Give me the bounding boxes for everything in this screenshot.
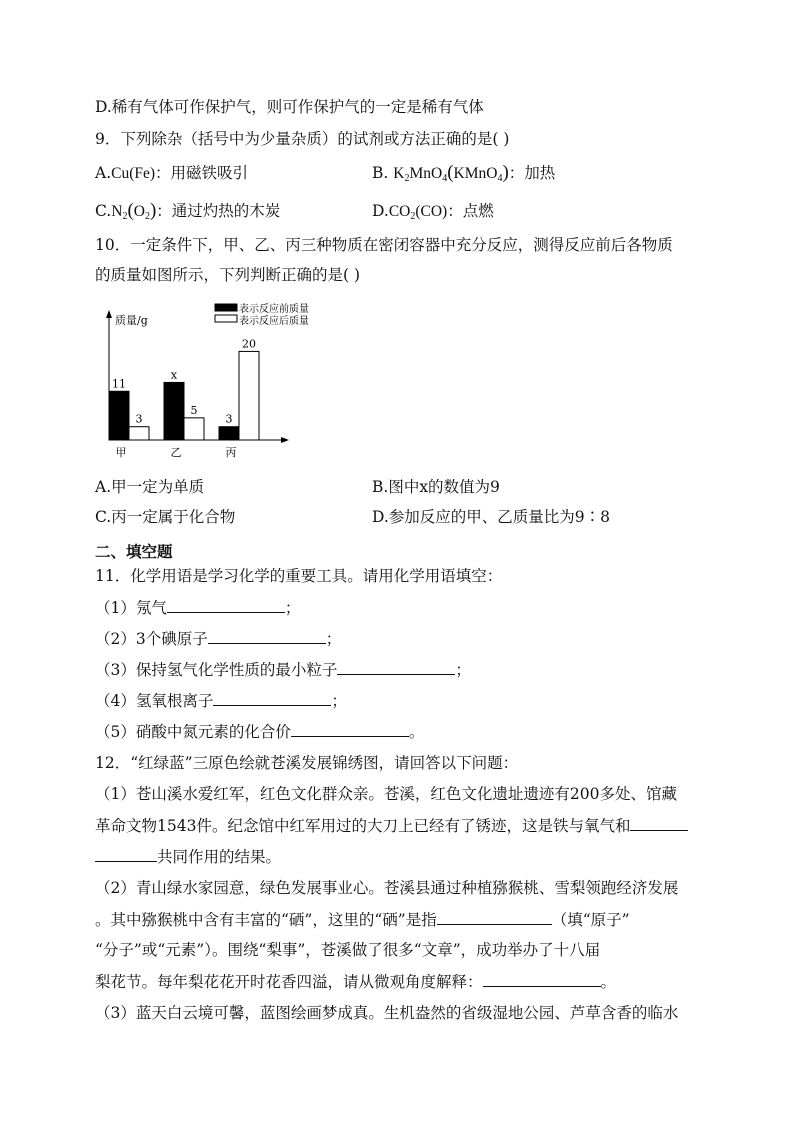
q9-c-text: ：通过灼热的木炭 <box>156 202 281 220</box>
q11-item-2-text: （2）3个碘原子 <box>95 630 208 648</box>
q11-item-3-text: （3）保持氢气化学性质的最小粒子 <box>95 661 338 679</box>
q9-d-label: D. <box>372 202 389 220</box>
q9-b-formula: $K_2MnO_4(KMnO_4)$ <box>393 162 509 184</box>
y-axis-label: 质量/g <box>115 314 148 327</box>
answer-blank-6b[interactable] <box>95 845 157 862</box>
data-label-before-1: 11 <box>112 377 126 391</box>
data-label-before-3: 3 <box>225 412 233 426</box>
q12-p2-line3: “分子”或“元素”）。围绕“梨事”，苍溪做了很多“文章”，成功举办了十八届 <box>95 941 601 959</box>
q9-d-formula: $CO_2(CO)$ <box>388 203 448 222</box>
answer-blank-1[interactable] <box>167 596 285 613</box>
answer-blank-3[interactable] <box>337 658 455 675</box>
q11-item-2-suffix: ； <box>325 630 342 648</box>
legend-swatch-after <box>215 315 237 322</box>
q11-stem: 11．化学用语是学习化学的重要工具。请用化学用语填空： <box>95 567 503 585</box>
answer-blank-6a[interactable] <box>630 814 688 831</box>
q12-p2-line2 <box>95 908 630 931</box>
category-label-1: 甲 <box>115 446 127 459</box>
q10-stem-line1: 10．一定条件下，甲、乙、丙三种物质在密闭容器中充分反应，测得反应前后各物质 <box>95 236 673 254</box>
x-axis-arrow <box>281 437 289 443</box>
q10-option-c: C.丙一定属于化合物 <box>95 508 236 526</box>
data-label-after-2: 5 <box>190 403 198 417</box>
q11-item-4-suffix: ； <box>331 692 347 710</box>
q12-p1-line1: （1）苍山溪水爱红军，红色文化群众亲。苍溪，红色文化遗址遗迹有200多处、馆藏 <box>95 785 677 803</box>
data-label-after-1: 3 <box>135 412 143 426</box>
q11-item-3 <box>95 658 471 681</box>
q12-p1-line2 <box>95 814 688 837</box>
mass-bar-chart <box>95 300 310 465</box>
answer-blank-4[interactable] <box>213 689 331 706</box>
answer-blank-5[interactable] <box>291 720 409 737</box>
q11-item-1 <box>95 596 300 619</box>
q12-p2-line2-text: 。其中猕猴桃中含有丰富的“硒”，这里的“硒”是指 <box>95 911 437 929</box>
q10-option-a: A.甲一定为单质 <box>95 478 205 496</box>
q9-option-d <box>372 200 494 228</box>
bar-after-2 <box>184 418 204 440</box>
q11-item-5 <box>95 720 424 743</box>
q9-b-label: B. <box>372 164 389 182</box>
q9-option-b <box>372 162 555 190</box>
bar-before-3 <box>219 427 239 440</box>
q9-option-a <box>95 162 248 185</box>
q9-a-text: ：用磁铁吸引 <box>155 164 249 182</box>
y-axis-arrow <box>106 310 112 318</box>
q9-option-c <box>95 200 280 228</box>
answer-blank-8[interactable] <box>483 970 601 987</box>
q10-stem-line2: 的质量如图所示，下列判断正确的是( ) <box>95 266 361 284</box>
category-label-3: 丙 <box>225 446 237 459</box>
q11-item-3-suffix: ； <box>455 661 471 679</box>
q11-item-4-text: （4）氢氧根离子 <box>95 692 214 710</box>
q9-c-formula: $N_2(O_2)$ <box>111 200 157 222</box>
q11-item-1-suffix: ； <box>284 599 301 617</box>
bar-before-1 <box>109 391 129 440</box>
q12-p2-line4-text: 梨花节。每年梨花花开时花香四溢，请从微观角度解释： <box>95 973 483 991</box>
legend-label-before: 表示反应前质量 <box>239 304 309 315</box>
q9-a-formula: Cu(Fe) <box>111 165 156 182</box>
q12-p2-line2-hint: （填“原子” <box>551 911 630 929</box>
category-label-2: 乙 <box>170 446 182 459</box>
q10-option-b: B.图中x的数值为9 <box>372 478 500 496</box>
q10-option-d: D.参加反应的甲、乙质量比为9∶8 <box>372 508 611 526</box>
section-title: 二、填空题 <box>95 543 173 561</box>
q9-stem: 9．下列除杂（括号中为少量杂质）的试剂或方法正确的是( ) <box>95 130 510 148</box>
q12-p1-line2-text: 革命文物1543件。纪念馆中红军用过的大刀上已经有了锈迹，这是铁与氧气和 <box>95 817 631 835</box>
answer-blank-7[interactable] <box>437 908 552 925</box>
answer-blank-2[interactable] <box>208 627 326 644</box>
q12-p3-line1: （3）蓝天白云境可馨，蓝图绘画梦成真。生机盎然的省级湿地公园、芦草含香的临水 <box>95 1004 679 1022</box>
data-label-after-3: 20 <box>242 337 256 351</box>
q8-option-d: D.稀有气体可作保护气，则可作保护气的一定是稀有气体 <box>95 98 484 116</box>
q9-b-text: ：加热 <box>508 164 556 182</box>
legend-label-after: 表示反应后质量 <box>239 316 309 327</box>
q12-stem: 12．“红绿蓝”三原色绘就苍溪发展锦绣图，请回答以下问题： <box>95 754 519 772</box>
bar-after-3 <box>239 351 259 440</box>
q11-item-5-suffix: 。 <box>408 723 425 741</box>
q12-p1-line3 <box>95 845 281 868</box>
q9-d-text: ：点燃 <box>447 202 494 220</box>
bar-before-2 <box>164 382 184 440</box>
q12-p2-line4-suffix: 。 <box>600 973 617 991</box>
q12-p2-line1: （2）青山绿水家园意，绿色发展事业心。苍溪县通过种植猕猴桃、雪梨领跑经济发展 <box>95 879 679 897</box>
q11-item-4 <box>95 689 347 712</box>
q11-item-2 <box>95 627 341 650</box>
q12-p1-line3-text: 共同作用的结果。 <box>157 848 282 866</box>
q11-item-5-text: （5）硝酸中氮元素的化合价 <box>95 723 291 741</box>
data-label-before-2: x <box>170 368 178 382</box>
legend-swatch-before <box>215 304 237 311</box>
q12-p2-line4 <box>95 970 616 993</box>
q11-item-1-text: （1）氖气 <box>95 599 167 617</box>
q9-a-label: A. <box>95 164 112 182</box>
q9-c-label: C. <box>95 202 112 220</box>
bar-after-1 <box>129 427 149 440</box>
